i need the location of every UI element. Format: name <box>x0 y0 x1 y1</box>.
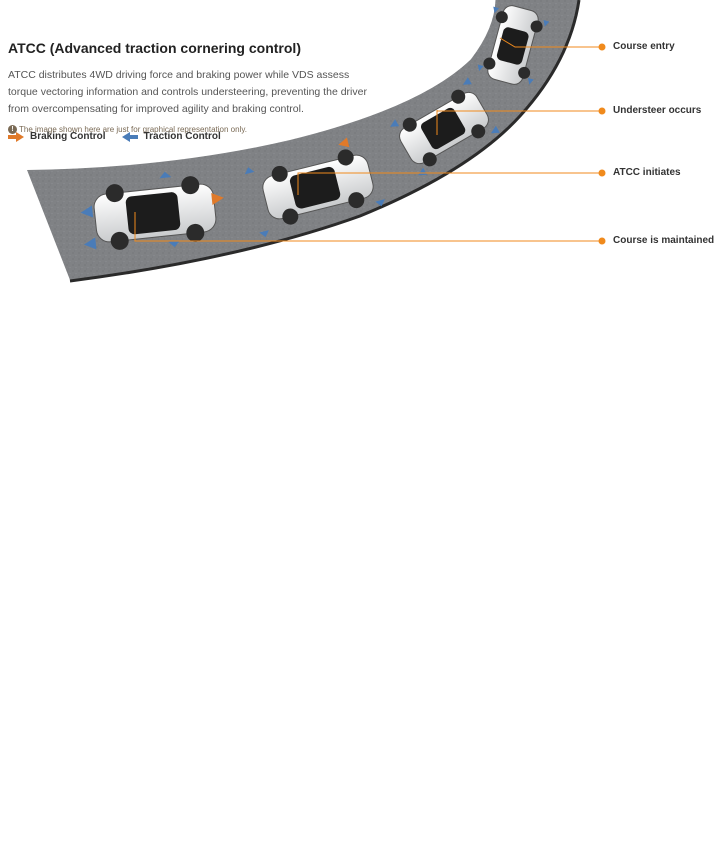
legend-traction-label: Traction Control <box>143 131 221 142</box>
orange-arrow-icon <box>16 132 24 142</box>
stage-label-understeer: Understeer occurs <box>613 105 702 116</box>
info-circle-icon: ! <box>8 125 17 134</box>
callout-dot-maintained <box>599 238 606 245</box>
blue-arrow-icon <box>122 132 130 142</box>
callout-dot-atcc <box>599 170 606 177</box>
legend <box>8 131 237 142</box>
disclaimer-text: The image shown here are just for graphical representation only. <box>19 125 247 134</box>
legend-braking <box>8 131 106 142</box>
legend-traction <box>122 131 221 142</box>
callout-dot-course-entry <box>599 44 606 51</box>
stage-label-atcc: ATCC initiates <box>613 167 681 178</box>
feature-description: ATCC distributes 4WD driving force and braking power while VDS assess torque vectoring information and controls understeering, preventing the driver from overcompensating for improved agility and braking control. <box>8 69 367 115</box>
feature-title: ATCC (Advanced traction cornering control) <box>8 40 301 56</box>
legend-braking-label: Braking Control <box>30 131 106 142</box>
callout-dot-understeer <box>599 108 606 115</box>
stage-label-maintained: Course is maintained <box>613 235 715 246</box>
stage-label-course-entry: Course entry <box>613 41 675 52</box>
